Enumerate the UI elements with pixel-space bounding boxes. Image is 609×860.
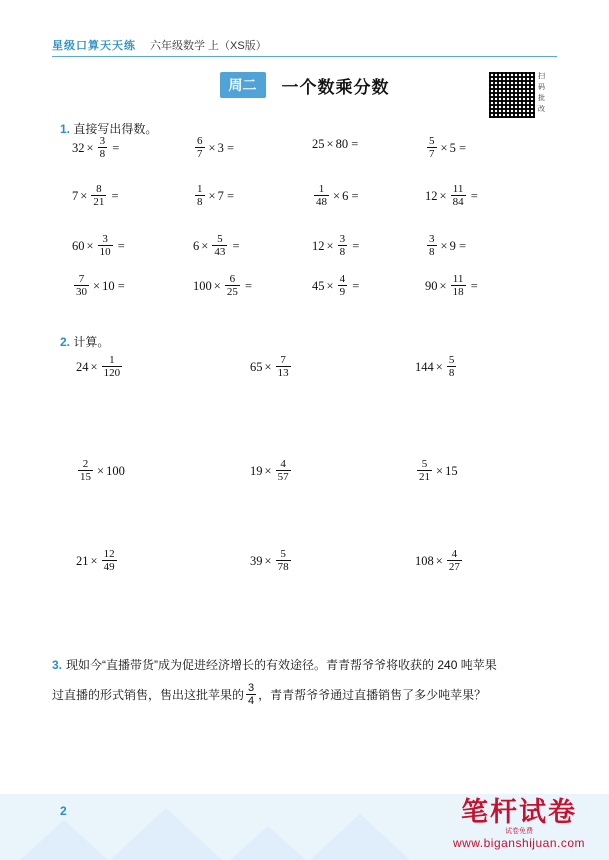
exercise-2-item: [76, 460, 125, 484]
operator: ×: [208, 140, 216, 155]
equals-sign: =: [455, 238, 466, 253]
exercise-2-item: [415, 356, 458, 380]
fraction: [195, 136, 205, 160]
fraction: [225, 274, 240, 298]
fraction: [447, 355, 457, 379]
fraction: [276, 549, 291, 573]
exercise-2-item: [415, 550, 464, 574]
exercise-1-item: [193, 185, 234, 209]
fraction-numerator: 3: [98, 234, 113, 246]
equals-sign: =: [114, 238, 125, 253]
fraction-denominator: 8: [197, 196, 203, 208]
footer-decoration-icon: [20, 820, 108, 860]
page-title: 一个数乘分数: [281, 77, 390, 97]
exercise-1-item: [312, 137, 358, 152]
fraction-denominator: 27: [448, 561, 460, 573]
fraction-denominator: 43: [214, 246, 226, 258]
fraction: [91, 184, 106, 208]
footer-decoration-icon: [310, 814, 410, 860]
watermark-subtitle: 试卷免费: [504, 828, 533, 835]
grade-subject: 六年级数学 上（XS版）: [150, 40, 267, 52]
operand: 12: [425, 188, 438, 203]
equals-sign: =: [467, 188, 478, 203]
operand: 65: [250, 359, 263, 374]
fraction-denominator: 18: [452, 286, 464, 298]
word-problem: [52, 650, 557, 710]
fraction-denominator: 48: [316, 196, 327, 208]
watermark: [453, 797, 585, 850]
operator: ×: [440, 140, 448, 155]
fraction-numerator: 4: [276, 459, 291, 471]
word-problem-line2a: 过直播的形式销售，售出这批苹果的: [52, 688, 245, 702]
section-3-number: 3.: [52, 658, 63, 672]
fraction: [427, 136, 437, 160]
fraction-numerator: 7: [276, 355, 291, 367]
fraction-denominator: 21: [93, 196, 105, 208]
word-problem-fraction: [244, 681, 258, 707]
fraction: [74, 274, 89, 298]
fraction: [276, 459, 291, 483]
operand: 15: [445, 463, 458, 478]
fraction: [451, 184, 466, 208]
operator: ×: [435, 359, 443, 374]
operand: 80: [335, 137, 349, 151]
exercise-1-item: [312, 185, 359, 209]
equals-sign: =: [114, 278, 125, 293]
fraction-denominator: 9: [339, 286, 346, 298]
operator: ×: [80, 188, 88, 203]
exercise-2-item: [415, 460, 458, 484]
exercise-1-item: [193, 235, 240, 259]
fraction-numerator: 3: [429, 233, 435, 245]
fraction-numerator: 3: [248, 681, 255, 694]
operator: ×: [264, 463, 272, 478]
fraction-denominator: 8: [99, 148, 106, 160]
fraction: [102, 355, 123, 379]
fraction: [102, 549, 117, 573]
operator: ×: [439, 278, 447, 293]
equals-sign: =: [349, 278, 360, 293]
operand: 144: [415, 359, 434, 374]
equals-sign: =: [241, 278, 252, 293]
operand: 60: [72, 238, 85, 253]
exercise-1-item: [312, 235, 359, 259]
fraction-denominator: 7: [197, 148, 203, 160]
section-1-label: 直接写出得数。: [73, 122, 158, 136]
operator: ×: [90, 553, 98, 568]
operand: 12: [312, 238, 325, 253]
operand: 25: [312, 137, 325, 151]
fraction-numerator: 5: [212, 234, 227, 246]
fraction-denominator: 7: [429, 148, 435, 160]
operator: ×: [439, 188, 447, 203]
fraction-denominator: 25: [226, 286, 238, 298]
fraction-denominator: 49: [103, 561, 115, 573]
operand: 45: [312, 278, 325, 293]
fraction-denominator: 8: [448, 367, 455, 379]
operator: ×: [93, 278, 101, 293]
fraction: [98, 136, 108, 160]
exercise-1-item: [425, 275, 478, 299]
operand: 9: [449, 238, 456, 253]
equals-sign: =: [467, 278, 478, 293]
equals-sign: =: [109, 140, 120, 155]
word-problem-line1: 现如今“直播带货”成为促进经济增长的有效途径。青青帮爷爷将收获的 240 吨苹果: [66, 658, 497, 672]
operand: 7: [217, 188, 224, 203]
operator: ×: [333, 188, 341, 203]
word-problem-line2b: ，青青帮爷爷通过直播销售了多少吨苹果？: [258, 688, 487, 702]
fraction-numerator: 8: [91, 184, 106, 196]
fraction-denominator: 15: [80, 471, 91, 483]
fraction-denominator: 10: [99, 246, 111, 258]
operand: 24: [76, 359, 89, 374]
fraction-denominator: 13: [277, 367, 289, 379]
page-number: 2: [60, 804, 67, 818]
operand: 5: [449, 140, 456, 155]
exercise-2-item: [250, 550, 293, 574]
exercise-1-item: [193, 275, 252, 299]
page-header: [52, 30, 557, 57]
qr-code-icon[interactable]: [487, 70, 537, 120]
fraction: [314, 184, 329, 208]
section-2-label: 计算。: [73, 335, 110, 349]
section-1-heading: [60, 120, 157, 137]
operand: 100: [106, 463, 125, 478]
exercise-1-item: [72, 185, 119, 209]
fraction: [451, 274, 466, 298]
fraction-denominator: 21: [419, 471, 430, 483]
exercise-2-item: [76, 550, 119, 574]
watermark-title: 笔杆试卷: [460, 797, 577, 827]
equals-sign: =: [229, 238, 240, 253]
operand: 21: [76, 553, 89, 568]
operand: 100: [193, 278, 212, 293]
fraction: [212, 234, 227, 258]
operand: 3: [217, 140, 224, 155]
fraction-numerator: 11: [451, 274, 466, 286]
fraction-numerator: 6: [197, 135, 203, 147]
qr-code-label: 扫码批改: [538, 73, 545, 113]
operand: 6: [193, 238, 200, 253]
exercise-1-item: [72, 275, 125, 299]
watermark-url: www.biganshijuan.com: [452, 836, 585, 850]
operand: 32: [72, 140, 85, 155]
fraction: [78, 459, 93, 483]
fraction-numerator: 5: [448, 354, 455, 366]
equals-sign: =: [223, 188, 234, 203]
equals-sign: =: [455, 140, 466, 155]
equals-sign: =: [348, 137, 359, 151]
fraction: [417, 459, 432, 483]
exercise-1-item: [72, 137, 119, 161]
fraction-denominator: 4: [248, 694, 255, 707]
fraction-numerator: 1: [197, 183, 203, 195]
operand: 90: [425, 278, 438, 293]
operand: 39: [250, 553, 263, 568]
fraction-numerator: 6: [225, 274, 240, 286]
exercise-1-item: [72, 235, 125, 259]
fraction: [98, 234, 113, 258]
operator: ×: [201, 238, 209, 253]
fraction-denominator: 8: [429, 246, 435, 258]
exercise-1-item: [312, 275, 359, 299]
fraction-numerator: 5: [276, 549, 291, 561]
exercise-1-item: [425, 235, 466, 259]
fraction-denominator: 57: [277, 471, 289, 483]
fraction-numerator: 4: [339, 273, 346, 285]
fraction: [246, 683, 256, 707]
exercise-2-item: [250, 356, 293, 380]
section-2-number: 2.: [60, 335, 71, 349]
operator: ×: [326, 137, 334, 151]
equals-sign: =: [223, 140, 234, 155]
exercise-1-item: [425, 137, 466, 161]
operator: ×: [326, 238, 334, 253]
fraction: [427, 234, 437, 258]
fraction-numerator: 1: [102, 355, 123, 367]
operator: ×: [326, 278, 334, 293]
operand: 108: [415, 553, 434, 568]
fraction-numerator: 7: [74, 274, 89, 286]
operator: ×: [264, 359, 272, 374]
footer-decoration-icon: [230, 826, 306, 860]
fraction-denominator: 120: [103, 367, 121, 379]
fraction-numerator: 1: [314, 184, 329, 196]
section-2-heading: [60, 333, 109, 350]
equals-sign: =: [108, 188, 119, 203]
operator: ×: [440, 238, 448, 253]
fraction: [276, 355, 291, 379]
fraction: [338, 234, 348, 258]
operand: 6: [342, 188, 349, 203]
operator: ×: [90, 359, 98, 374]
equals-sign: =: [349, 238, 360, 253]
fraction-numerator: 4: [447, 549, 462, 561]
operand: 10: [102, 278, 115, 293]
fraction-denominator: 78: [277, 561, 289, 573]
operator: ×: [213, 278, 221, 293]
exercise-1-item: [425, 185, 478, 209]
operator: ×: [208, 188, 216, 203]
fraction-numerator: 3: [99, 135, 106, 147]
footer-decoration-icon: [110, 808, 222, 860]
fraction: [338, 274, 348, 298]
operator: ×: [264, 553, 272, 568]
day-tag: 周二: [220, 72, 266, 98]
operator: ×: [97, 463, 105, 478]
operator: ×: [86, 140, 94, 155]
operand: 7: [72, 188, 79, 203]
series-title: 星级口算天天练: [52, 40, 136, 52]
exercise-2-item: [76, 356, 124, 380]
fraction-numerator: 2: [78, 459, 93, 471]
equals-sign: =: [348, 188, 359, 203]
fraction-denominator: 8: [339, 246, 346, 258]
operator: ×: [86, 238, 94, 253]
operand: 19: [250, 463, 263, 478]
fraction: [447, 549, 462, 573]
fraction-numerator: 11: [451, 184, 466, 196]
fraction-numerator: 3: [339, 233, 346, 245]
fraction: [195, 184, 205, 208]
fraction-denominator: 30: [76, 286, 87, 298]
operator: ×: [435, 553, 443, 568]
exercise-1-item: [193, 137, 234, 161]
fraction-numerator: 5: [429, 135, 435, 147]
fraction-denominator: 84: [452, 196, 464, 208]
section-1-number: 1.: [60, 122, 71, 136]
fraction-numerator: 5: [417, 459, 432, 471]
exercise-2-item: [250, 460, 293, 484]
operator: ×: [436, 463, 444, 478]
fraction-numerator: 12: [103, 548, 115, 560]
